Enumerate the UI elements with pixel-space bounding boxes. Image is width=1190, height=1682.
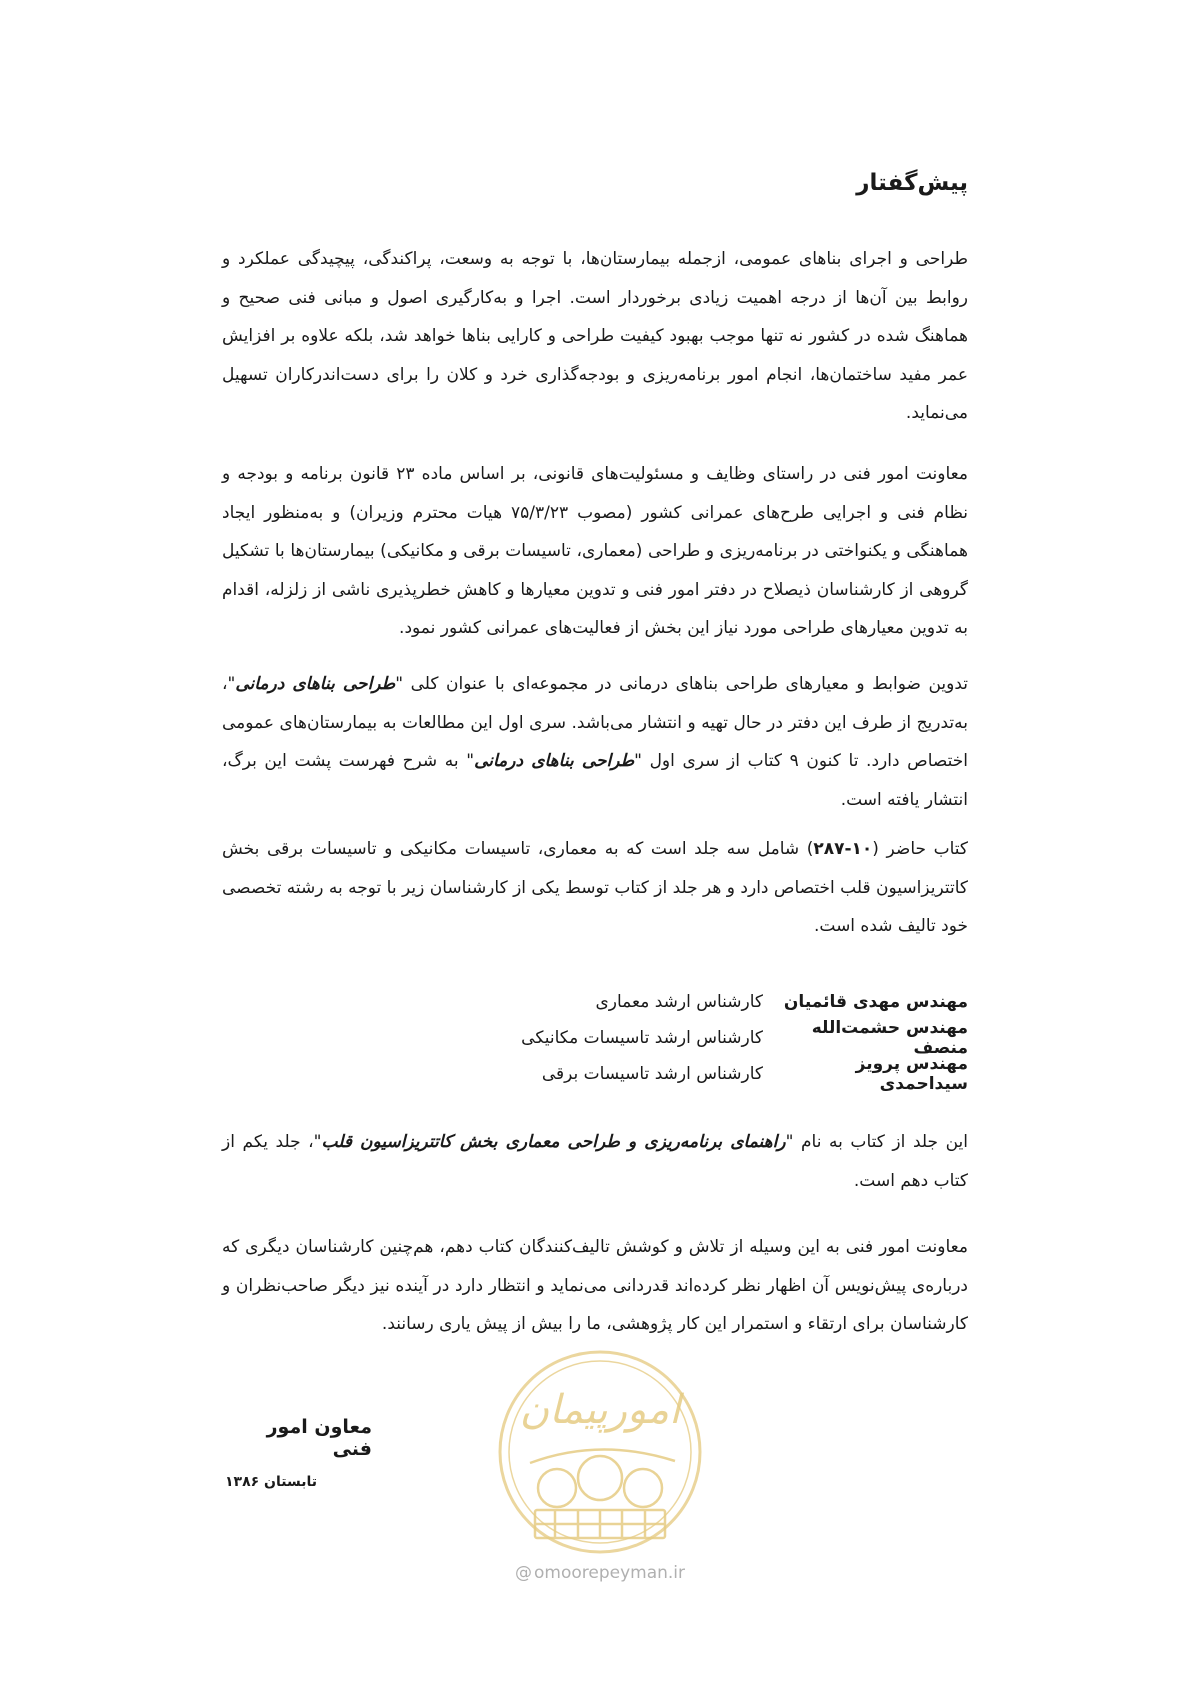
author-name: مهندس پرویز سیداحمدی [855, 1054, 968, 1094]
book-text-c: ) شامل سه جلد است که به معماری، تاسیسات مکانیکی و تاسیسات برقی بخش کاتتریزاسیون قلب اختصاص دارد و هر جلد از کتاب توسط یکی از کارشناسان زیر با توجه به رشته تخصصی خود تالیف شده است. [222, 839, 968, 936]
author-row [448, 984, 968, 1020]
watermark-url-text: omoorepeyman.ir [533, 1563, 686, 1583]
author-row [448, 1056, 968, 1092]
authors-list [448, 984, 968, 1092]
series-title: طراحی بناهای درمانی [235, 674, 396, 694]
svg-text:امورپیمان: امورپیمان [519, 1387, 681, 1433]
series-text-a: تدوین ضوابط و معیارهای طراحی بناهای درمانی در مجموعه‌ای با عنوان کلی " [395, 674, 968, 694]
series-text-c: "، به‌تدریج از طرف این دفتر در حال تهیه و انتشار می‌باشد. سری اول این مطالعات به بیمارستان‌های عمومی اختصاص دارد. تا کنون ۹ کتاب از سری اول " [222, 674, 968, 771]
author-role: کارشناس ارشد معماری [595, 992, 763, 1012]
series-title-2: طراحی بناهای درمانی [474, 751, 635, 771]
at-icon: @ [514, 1563, 532, 1583]
volume-title: راهنمای برنامه‌ریزی و طراحی معماری بخش کاتتریزاسیون قلب [321, 1132, 786, 1152]
series-text-e: " به شرح فهرست پشت این برگ، انتشار یافته است. [222, 751, 968, 810]
book-text-a: کتاب حاضر ( [872, 839, 968, 859]
book-code: ۱۰-۲۸۷ [813, 839, 873, 859]
signature-date: تابستان ۱۳۸۶ [225, 1474, 317, 1490]
volume-text-c: "، جلد یکم از کتاب دهم است. [222, 1132, 968, 1191]
paragraph-series [222, 665, 968, 819]
watermark-seal-icon [490, 1345, 710, 1560]
watermark-url [500, 1563, 700, 1583]
paragraph-intro: طراحی و اجرای بناهای عمومی، ازجمله بیمارستان‌ها، با توجه به وسعت، پراکندگی، پیچیدگی عملکرد و روابط بین آن‌ها از درجه اهمیت زیادی برخوردار است. اجرا و به‌کارگیری اصول و مبانی فنی صحیح و هماهنگ شده در کشور نه تنها موجب بهبود کیفیت طراحی و کارایی بناها خواهد شد، بلکه علاوه بر افزایش عمر مفید ساختمان‌ها، انجام امور برنامه‌ریزی و بودجه‌گذاری خرد و کلان را برای دست‌اندرکاران تسهیل می‌نماید. [222, 249, 968, 423]
paragraph-mandate: معاونت امور فنی در راستای وظایف و مسئولیت‌های قانونی، بر اساس ماده ۲۳ قانون برنامه و بودجه و نظام فنی و اجرایی طرح‌های عمرانی کشور (مصوب ۷۵/۳/۲۳ هیات محترم وزیران) و به‌منظور ایجاد هماهنگی و یکنواختی در برنامه‌ریزی و طراحی (معماری، تاسیسات برقی و مکانیکی) بیمارستان‌ها با تشکیل گروهی از کارشناسان ذیصلاح در دفتر امور فنی و تدوین معیارها و کاهش خطرپذیری ناشی از زلزله، اقدام به تدوین معیارهای طراحی مورد نیاز این بخش از فعالیت‌های عمرانی کشور نمود. [222, 464, 968, 638]
signature-title: معاون امور فنی [266, 1416, 372, 1460]
author-row [448, 1020, 968, 1056]
paragraph-thanks: معاونت امور فنی به این وسیله از تلاش و کوشش تالیف‌کنندگان کتاب دهم، هم‌چنین کارشناسان دیگری که درباره‌ی پیش‌نویس آن اظهار نظر کرده‌اند قدردانی می‌نماید و انتظار دارد در آینده نیز دیگر صاحب‌نظران و کارشناسان برای ارتقاء و استمرار این کار پژوهشی، ما را بیش از پیش یاری رسانند. [222, 1237, 968, 1334]
author-name: مهندس حشمت‌الله منصف [811, 1018, 968, 1058]
paragraph-volume [222, 1123, 968, 1200]
author-role: کارشناس ارشد تاسیسات مکانیکی [521, 1028, 763, 1048]
volume-text-a: این جلد از کتاب به نام " [785, 1132, 968, 1152]
author-name: مهندس مهدی قائمیان [783, 992, 968, 1012]
paragraph-book [222, 830, 968, 946]
author-role: کارشناس ارشد تاسیسات برقی [541, 1064, 763, 1084]
page-title: پیش‌گفتار [856, 170, 968, 196]
